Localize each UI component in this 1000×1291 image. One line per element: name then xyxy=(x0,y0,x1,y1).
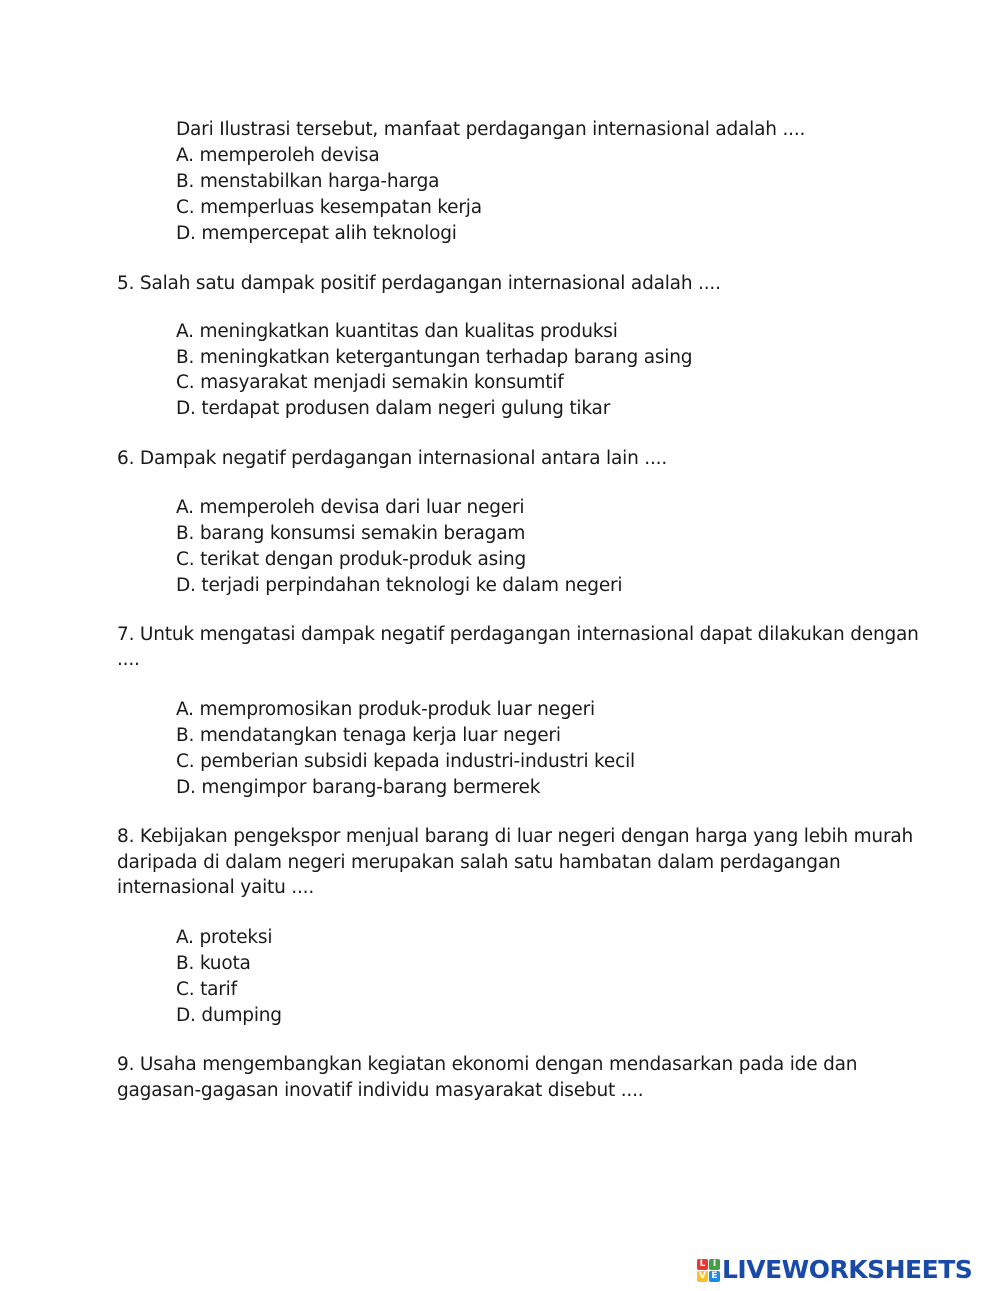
question-5-option-a: A. meningkatkan kuantitas dan kualitas produksi xyxy=(176,321,618,342)
question-9-stem: 9. Usaha mengembangkan kegiatan ekonomi dengan mendasarkan pada ide dan xyxy=(117,1054,858,1075)
question-6-option-b: B. barang konsumsi semakin beragam xyxy=(176,523,526,544)
liveworksheets-logo xyxy=(697,1256,972,1284)
question-7-option-a: A. mempromosikan produk-produk luar negeri xyxy=(176,699,595,720)
question-8-option-c: C. tarif xyxy=(176,979,237,1000)
question-5-option-c: C. masyarakat menjadi semakin konsumtif xyxy=(176,372,564,393)
question-6-option-c: C. terikat dengan produk-produk asing xyxy=(176,549,527,570)
question-7-stem-cont: .... xyxy=(117,649,140,670)
question-7-option-c: C. pemberian subsidi kepada industri-industri kecil xyxy=(176,751,635,772)
question-4-stem: Dari Ilustrasi tersebut, manfaat perdagangan internasional adalah .... xyxy=(176,119,806,140)
question-6-option-a: A. memperoleh devisa dari luar negeri xyxy=(176,497,525,518)
question-4-option-a: A. memperoleh devisa xyxy=(176,145,380,166)
logo-block-e: E xyxy=(709,1271,720,1282)
logo-block-i: I xyxy=(709,1259,720,1270)
question-8-option-b: B. kuota xyxy=(176,953,251,974)
question-5-option-d: D. terdapat produsen dalam negeri gulung tikar xyxy=(176,398,611,419)
question-8-stem: 8. Kebijakan pengekspor menjual barang di luar negeri dengan harga yang lebih murah xyxy=(117,826,914,847)
question-8-option-a: A. proteksi xyxy=(176,927,273,948)
question-5-option-b: B. meningkatkan ketergantungan terhadap barang asing xyxy=(176,347,693,368)
question-8-stem-cont-2: internasional yaitu .... xyxy=(117,877,315,898)
question-7-option-b: B. mendatangkan tenaga kerja luar negeri xyxy=(176,725,561,746)
question-8-stem-cont-1: daripada di dalam negeri merupakan salah satu hambatan dalam perdagangan xyxy=(117,852,841,873)
question-7-stem: 7. Untuk mengatasi dampak negatif perdagangan internasional dapat dilakukan dengan xyxy=(117,624,919,645)
logo-block-v: V xyxy=(697,1271,708,1282)
question-8-option-d: D. dumping xyxy=(176,1005,282,1026)
logo-blocks-icon xyxy=(697,1259,720,1282)
logo-text: LIVEWORKSHEETS xyxy=(722,1255,973,1284)
question-4-option-d: D. mempercepat alih teknologi xyxy=(176,223,457,244)
question-4-option-c: C. memperluas kesempatan kerja xyxy=(176,197,482,218)
question-9-stem-cont: gagasan-gagasan inovatif individu masyarakat disebut .... xyxy=(117,1080,644,1101)
question-6-stem: 6. Dampak negatif perdagangan internasional antara lain .... xyxy=(117,448,668,469)
logo-block-l: L xyxy=(697,1259,708,1270)
question-6-option-d: D. terjadi perpindahan teknologi ke dalam negeri xyxy=(176,575,623,596)
question-5-stem: 5. Salah satu dampak positif perdagangan internasional adalah .... xyxy=(117,273,721,294)
question-7-option-d: D. mengimpor barang-barang bermerek xyxy=(176,777,541,798)
question-4-option-b: B. menstabilkan harga-harga xyxy=(176,171,440,192)
